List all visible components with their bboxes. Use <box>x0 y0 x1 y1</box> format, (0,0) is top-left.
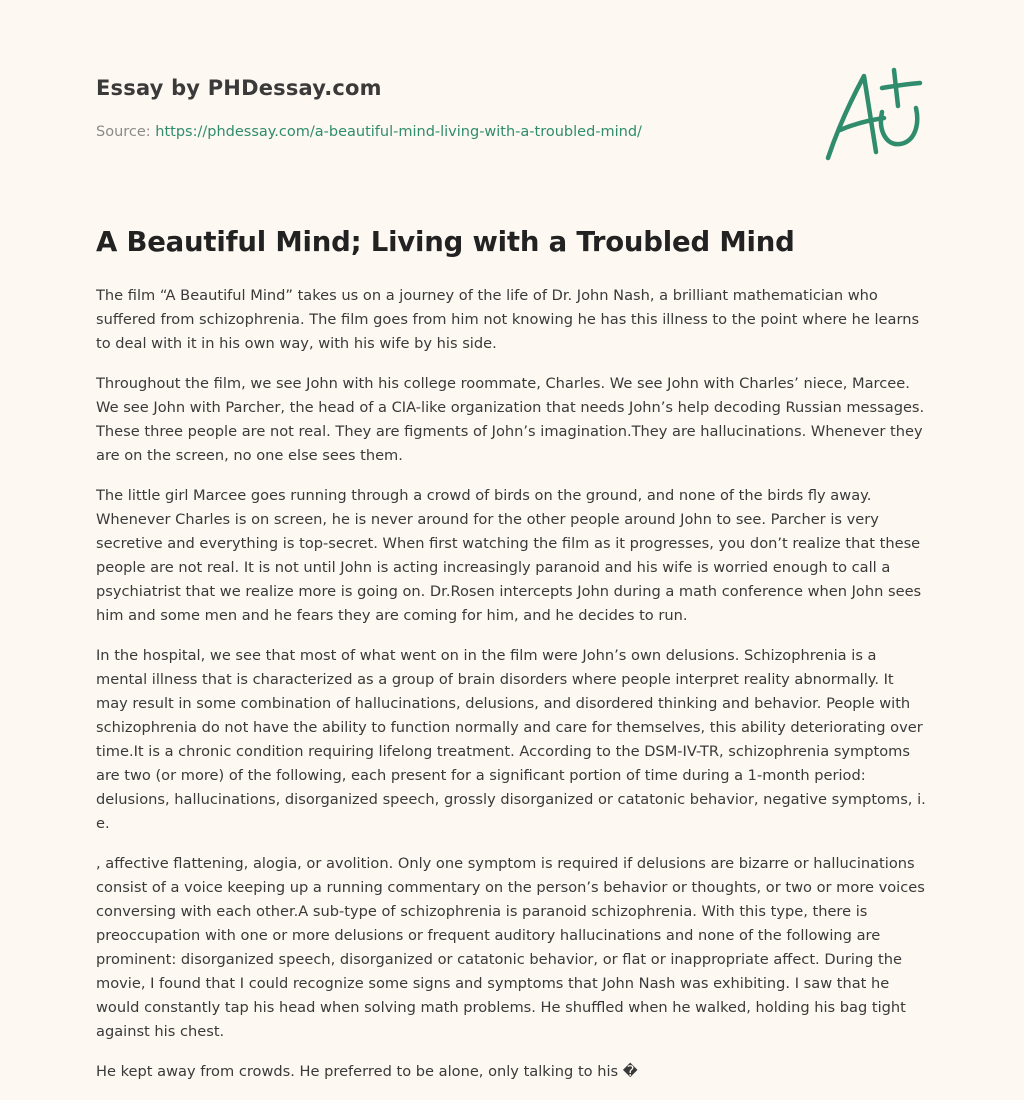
brand-title: Essay by PHDessay.com <box>96 76 382 100</box>
paragraph: , affective flattening, alogia, or avolition. Only one symptom is required if delusions are bizarre or hallucinations consist of a voice keeping up a running commentary on the person’s behavior or thoughts, or two or more voices conversing with each other.A sub-type of schizophrenia is paranoid schizophrenia. With this type, there is preoccupation with one or more delusions or frequent auditory hallucinations and none of the following are prominent: disorganized speech, disorganized or catatonic behavior, or flat or inappropriate affect. During the movie, I found that I could recognize some signs and symptoms that John Nash was exhibiting. I saw that he would constantly tap his head when solving math problems. He shuffled when he walked, holding his bag tight against his chest. <box>96 855 925 1040</box>
a-plus-logo-icon <box>820 66 926 166</box>
paragraph: He kept away from crowds. He preferred to be alone, only talking to his � <box>96 1063 638 1080</box>
source-line <box>96 124 642 140</box>
paragraph: The film “A Beautiful Mind” takes us on a journey of the life of Dr. John Nash, a brilliant mathematician who suffered from schizophrenia. The film goes from him not knowing he has this illness to the point where he learns to deal with it in his own way, with his wife by his side. <box>96 287 920 352</box>
paragraph: Throughout the film, we see John with his college roommate, Charles. We see John with Charles’ niece, Marcee. We see John with Parcher, the head of a CIA-like organization that needs John’s help decoding Russian messages. These three people are not real. They are figments of John’s imagination.They are hallucinations. Whenever they are on the screen, no one else sees them. <box>96 375 925 464</box>
source-label: Source: <box>96 124 156 140</box>
source-link[interactable]: https://phdessay.com/a-beautiful-mind-living-with-a-troubled-mind/ <box>155 124 642 140</box>
essay-body <box>96 284 928 1100</box>
paragraph: In the hospital, we see that most of what went on in the film were John’s own delusions. Schizophrenia is a mental illness that is characterized as a group of brain disorders where people interpret reality abnormally. It may result in some combination of hallucinations, delusions, and disordered thinking and behavior. People with schizophrenia do not have the ability to function normally and care for themselves, this ability deteriorating over time.It is a chronic condition requiring lifelong treatment. According to the DSM-IV-TR, schizophrenia symptoms are two (or more) of the following, each present for a significant portion of time during a 1-month period: delusions, hallucinations, disorganized speech, grossly disorganized or catatonic behavior, negative symptoms, i. e. <box>96 647 926 832</box>
paragraph: The little girl Marcee goes running through a crowd of birds on the ground, and none of the birds fly away. Whenever Charles is on screen, he is never around for the other people around John to see. Parcher is very secretive and everything is top-secret. When first watching the film as it progresses, you don’t realize that these people are not real. It is not until John is acting increasingly paranoid and his wife is worried enough to call a psychiatrist that we realize more is going on. Dr.Rosen intercepts John during a math conference when John sees him and some men and he fears they are coming for him, and he decides to run. <box>96 487 922 624</box>
essay-title: A Beautiful Mind; Living with a Troubled Mind <box>96 226 795 258</box>
